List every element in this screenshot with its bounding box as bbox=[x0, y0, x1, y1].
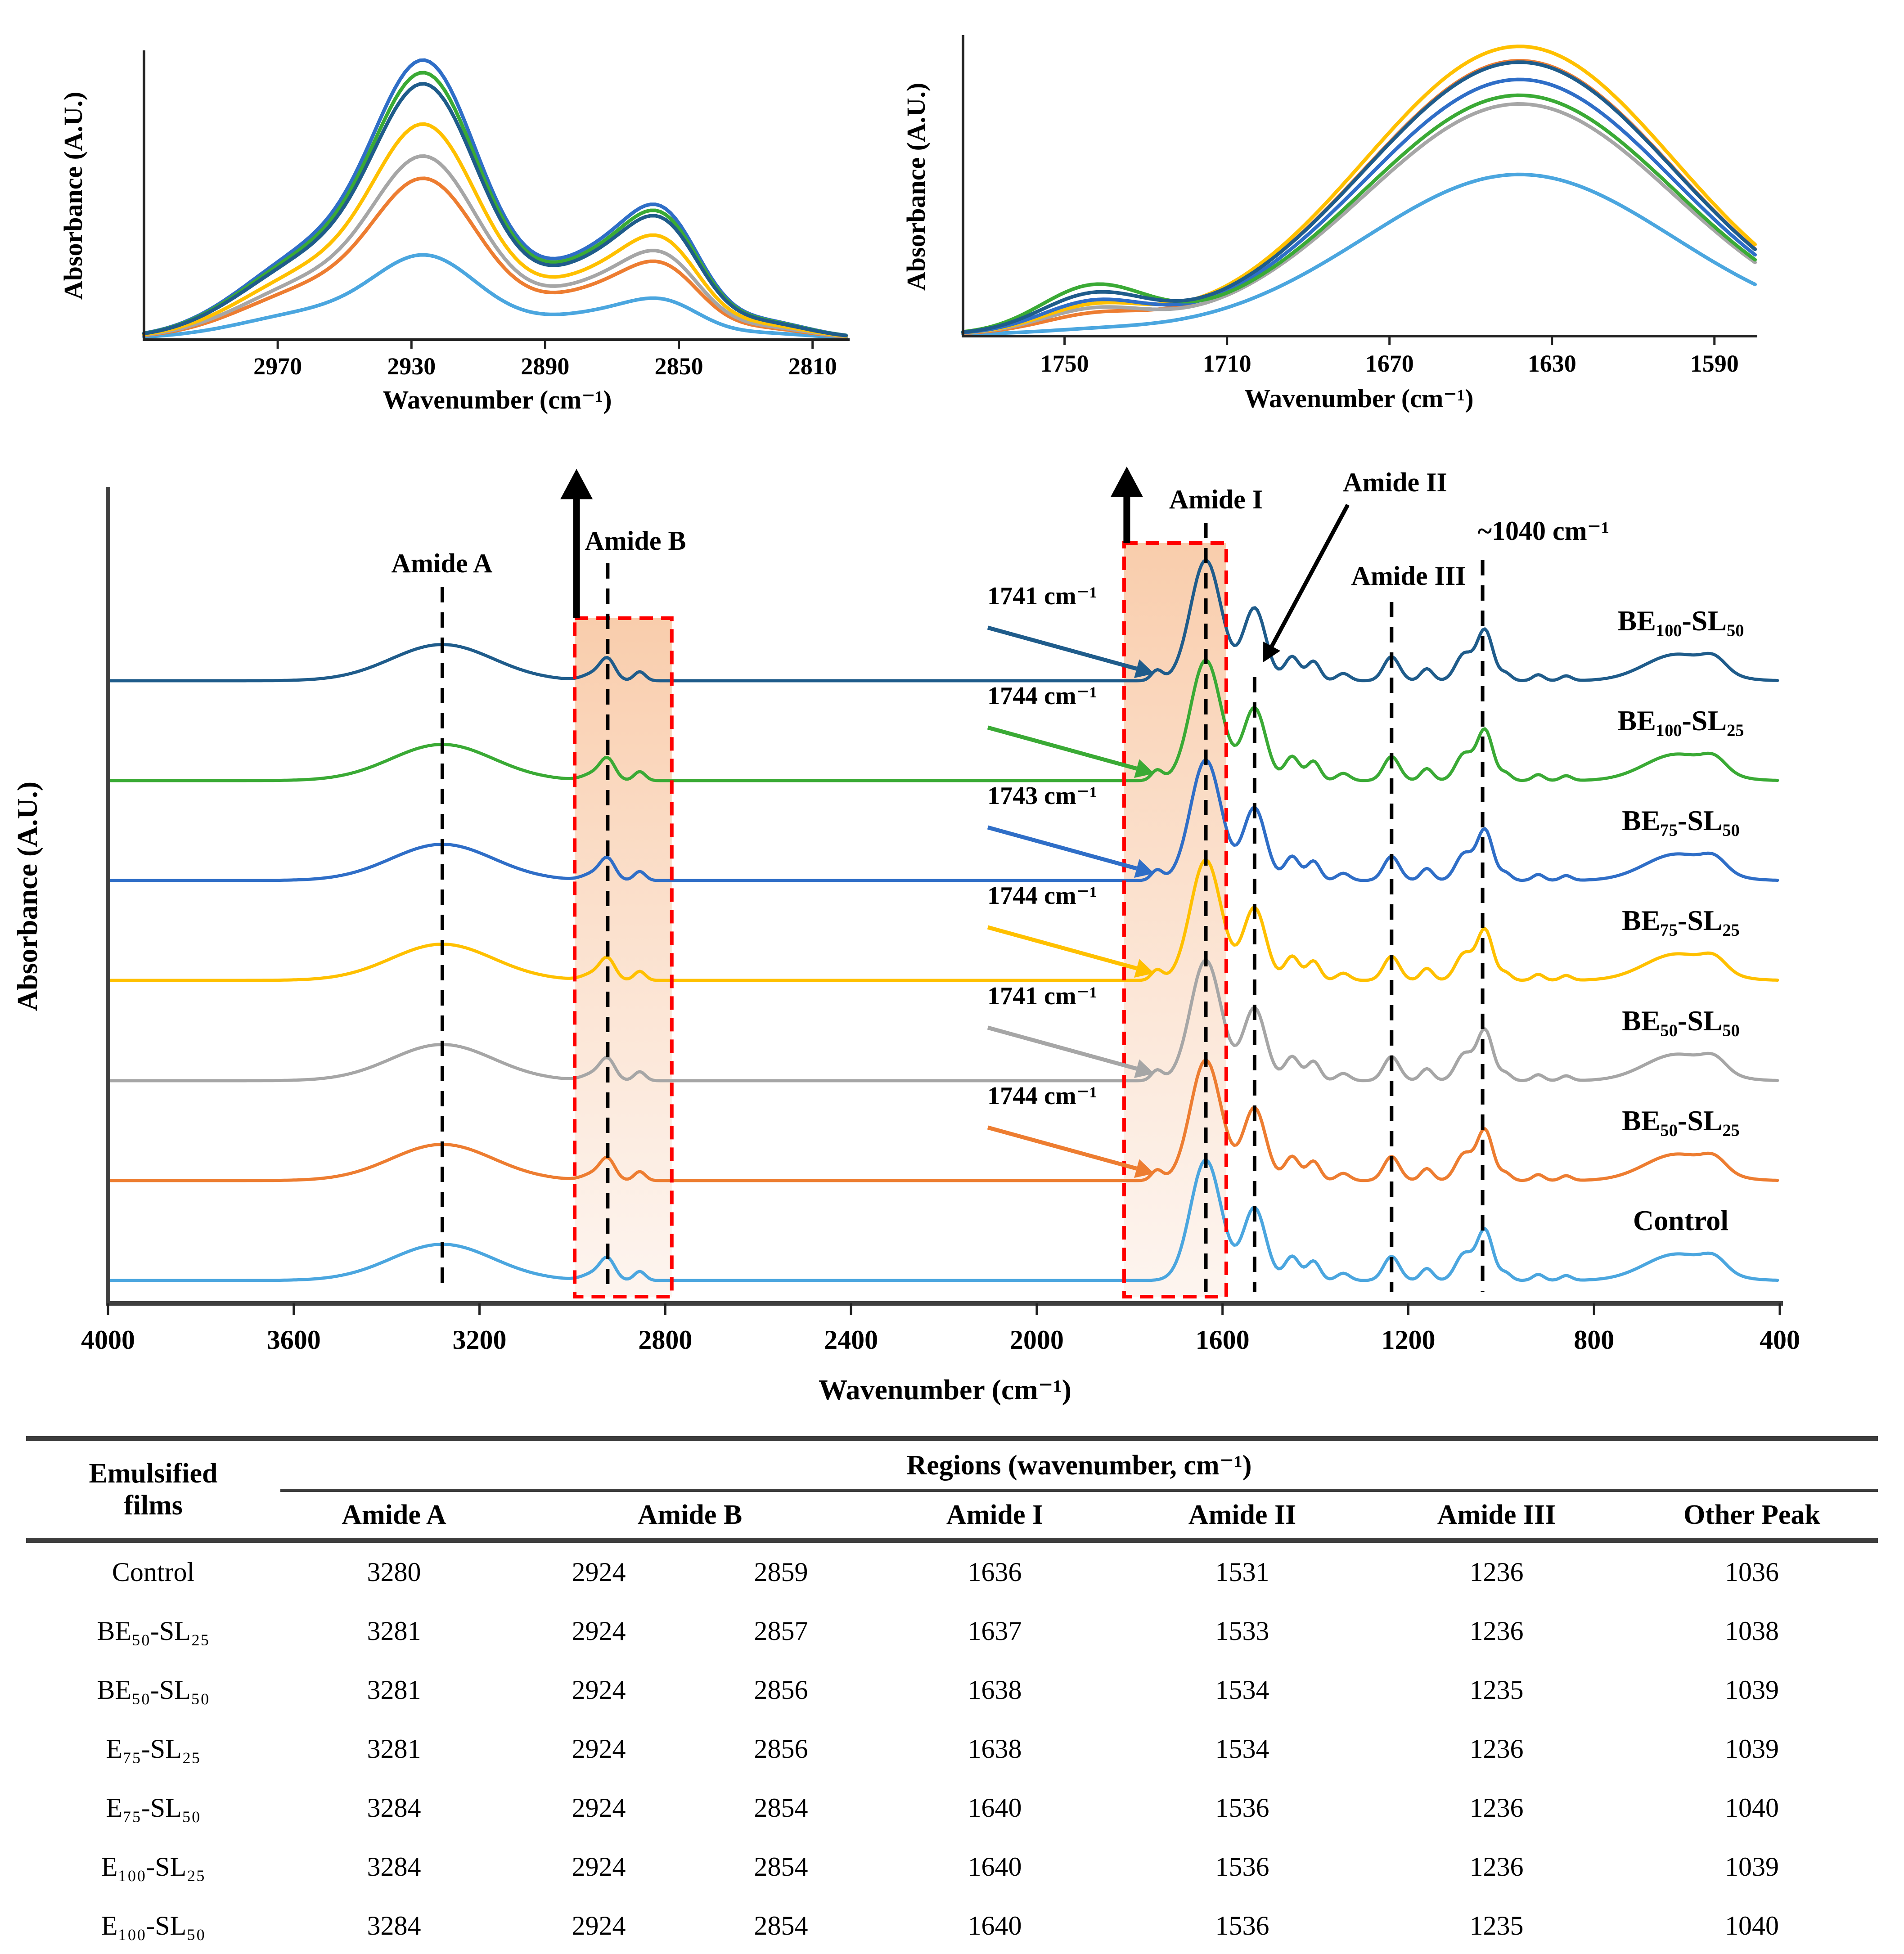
peak-value: 2924 bbox=[572, 1734, 626, 1764]
col-header-films-line1: Emulsified bbox=[89, 1458, 218, 1489]
spectrum-curve bbox=[963, 46, 1755, 332]
arrow-shaft bbox=[1272, 505, 1348, 646]
peak-value: 1536 bbox=[1215, 1911, 1269, 1941]
series-label: BE₅₀-SL₂₅ bbox=[1622, 1105, 1740, 1136]
ester-peak-label: 1743 cm⁻¹ bbox=[987, 782, 1097, 810]
arrow-shaft bbox=[988, 1127, 1137, 1168]
peak-value: 1536 bbox=[1215, 1852, 1269, 1882]
arrow-shaft bbox=[988, 1028, 1137, 1069]
series-label: BE₁₀₀-SL₂₅ bbox=[1617, 705, 1744, 737]
peak-value: 2854 bbox=[754, 1852, 808, 1882]
x-tick-label: 2810 bbox=[788, 353, 837, 380]
peak-value: 2924 bbox=[572, 1616, 626, 1646]
x-axis-label: Wavenumber (cm⁻¹) bbox=[383, 385, 612, 414]
peak-value: 1235 bbox=[1469, 1675, 1524, 1705]
y-axis-label: Absorbance (A.U.) bbox=[901, 82, 931, 291]
table-row bbox=[26, 1541, 1878, 1602]
x-tick-label: 2850 bbox=[654, 353, 703, 380]
annotation-1040: ~1040 cm⁻¹ bbox=[1477, 516, 1610, 546]
peak-value: 1637 bbox=[968, 1616, 1022, 1646]
peak-value: 3281 bbox=[367, 1734, 421, 1764]
ester-peak-label: 1741 cm⁻¹ bbox=[987, 582, 1097, 610]
col-header-amide-i: Amide I bbox=[872, 1491, 1117, 1541]
series-label: BE₁₀₀-SL₅₀ bbox=[1617, 605, 1744, 637]
spectra-curves bbox=[110, 560, 1778, 1280]
series-label: BE₇₅-SL₅₀ bbox=[1622, 804, 1740, 836]
ester-peak-label: 1741 cm⁻¹ bbox=[987, 982, 1097, 1010]
annotation-amide-i: Amide I bbox=[1169, 485, 1263, 514]
x-tick-label: 1710 bbox=[1202, 350, 1251, 377]
table-row bbox=[26, 1837, 1878, 1896]
x-tick-label: 2800 bbox=[638, 1325, 693, 1355]
ester-peak-label: 1744 cm⁻¹ bbox=[987, 882, 1097, 910]
peak-value: 2924 bbox=[572, 1852, 626, 1882]
peak-value: 1236 bbox=[1469, 1616, 1524, 1646]
peak-value: 1534 bbox=[1215, 1675, 1269, 1705]
peaks-table bbox=[26, 1436, 1878, 1954]
peak-value: 1036 bbox=[1725, 1557, 1779, 1587]
highlight-box-fill bbox=[1124, 543, 1226, 1297]
peak-value: 1236 bbox=[1469, 1793, 1524, 1823]
x-axis-label: Wavenumber (cm⁻¹) bbox=[819, 1374, 1071, 1406]
peak-value: 3284 bbox=[367, 1793, 421, 1823]
spectra-curves bbox=[963, 46, 1755, 334]
x-tick-label: 1670 bbox=[1365, 350, 1414, 377]
peak-value: 1038 bbox=[1725, 1616, 1779, 1646]
peak-value: 1236 bbox=[1469, 1852, 1524, 1882]
chart-amide-I-region bbox=[900, 0, 1904, 427]
spectrum-curve bbox=[110, 560, 1778, 681]
peak-value: 1040 bbox=[1725, 1911, 1779, 1941]
annotation-amide-a: Amide A bbox=[391, 548, 493, 578]
col-header-amide-b: Amide B bbox=[508, 1491, 872, 1541]
col-header-films bbox=[26, 1439, 280, 1541]
peak-value: 1039 bbox=[1725, 1852, 1779, 1882]
y-axis-label: Absorbance (A.U.) bbox=[11, 781, 43, 1011]
x-tick-label: 1200 bbox=[1381, 1325, 1436, 1355]
x-axis-label: Wavenumber (cm⁻¹) bbox=[1244, 384, 1474, 413]
x-tick-label: 3600 bbox=[266, 1325, 321, 1355]
sample-label: E₇₅-SL₂₅ bbox=[106, 1734, 201, 1764]
col-header-regions: Regions (wavenumber, cm⁻¹) bbox=[280, 1439, 1878, 1491]
series-label: BE₅₀-SL₅₀ bbox=[1622, 1005, 1740, 1037]
sample-label: BE₅₀-SL₂₅ bbox=[97, 1616, 210, 1646]
arrow-head bbox=[560, 469, 593, 499]
col-header-amide-a: Amide A bbox=[280, 1491, 508, 1541]
sample-label: BE₅₀-SL₅₀ bbox=[97, 1675, 210, 1705]
peak-value: 3280 bbox=[367, 1557, 421, 1587]
x-tick-label: 2000 bbox=[1009, 1325, 1064, 1355]
x-tick-label: 1750 bbox=[1040, 350, 1089, 377]
peaks-table-wrap bbox=[26, 1436, 1878, 1954]
table-row bbox=[26, 1602, 1878, 1661]
spectrum-curve bbox=[144, 124, 846, 336]
sample-label: E₇₅-SL₅₀ bbox=[106, 1793, 201, 1823]
peak-value: 1039 bbox=[1725, 1734, 1779, 1764]
peak-value: 2856 bbox=[754, 1675, 808, 1705]
arrow-head bbox=[1111, 467, 1143, 497]
peak-value: 1533 bbox=[1215, 1616, 1269, 1646]
x-tick-label: 1630 bbox=[1527, 350, 1576, 377]
peak-value: 1640 bbox=[968, 1852, 1022, 1882]
peak-value: 2856 bbox=[754, 1734, 808, 1764]
peak-value: 2854 bbox=[754, 1911, 808, 1941]
peak-value: 3281 bbox=[367, 1675, 421, 1705]
x-tick-label: 1600 bbox=[1195, 1325, 1250, 1355]
peak-value: 1236 bbox=[1469, 1734, 1524, 1764]
y-axis-label: Absorbance (A.U.) bbox=[59, 91, 88, 300]
table-row bbox=[26, 1661, 1878, 1720]
peak-value: 1636 bbox=[968, 1557, 1022, 1587]
x-tick-label: 2970 bbox=[253, 353, 302, 380]
chart-full-spectrum bbox=[0, 427, 1904, 1431]
x-tick-label: 800 bbox=[1574, 1325, 1615, 1355]
peak-value: 1531 bbox=[1215, 1557, 1269, 1587]
annotation-amide-iii: Amide III bbox=[1351, 561, 1466, 591]
spectra-curves bbox=[144, 60, 846, 337]
x-tick-label: 4000 bbox=[81, 1325, 135, 1355]
peak-value: 2859 bbox=[754, 1557, 808, 1587]
peak-value: 1640 bbox=[968, 1793, 1022, 1823]
arrow-shaft bbox=[988, 728, 1137, 768]
peak-value: 1638 bbox=[968, 1734, 1022, 1764]
peak-value: 3284 bbox=[367, 1852, 421, 1882]
peak-value: 1039 bbox=[1725, 1675, 1779, 1705]
peak-value: 2924 bbox=[572, 1675, 626, 1705]
series-label: BE₇₅-SL₂₅ bbox=[1622, 904, 1740, 936]
peak-value: 1536 bbox=[1215, 1793, 1269, 1823]
x-tick-label: 2400 bbox=[824, 1325, 878, 1355]
x-tick-label: 2930 bbox=[387, 353, 436, 380]
peak-value: 1235 bbox=[1469, 1911, 1524, 1941]
peak-value: 3281 bbox=[367, 1616, 421, 1646]
x-tick-label: 400 bbox=[1760, 1325, 1800, 1355]
annotation-amide-b: Amide B bbox=[585, 526, 686, 556]
highlight-box-fill bbox=[575, 618, 672, 1297]
peak-value: 1640 bbox=[968, 1911, 1022, 1941]
col-header-films-line2: films bbox=[124, 1490, 183, 1521]
x-tick-label: 1590 bbox=[1690, 350, 1739, 377]
peak-value: 3284 bbox=[367, 1911, 421, 1941]
peak-value: 2924 bbox=[572, 1911, 626, 1941]
arrow-shaft bbox=[988, 827, 1137, 868]
peak-value: 2924 bbox=[572, 1793, 626, 1823]
chart-ch-stretch-region bbox=[0, 0, 900, 427]
spectrum-curve bbox=[963, 104, 1755, 333]
table-row bbox=[26, 1720, 1878, 1779]
ester-peak-label: 1744 cm⁻¹ bbox=[987, 1082, 1097, 1110]
arrow-shaft bbox=[988, 927, 1137, 968]
peak-value: 1534 bbox=[1215, 1734, 1269, 1764]
arrow-shaft bbox=[988, 628, 1137, 669]
peak-value: 2857 bbox=[754, 1616, 808, 1646]
col-header-amide-iii: Amide III bbox=[1367, 1491, 1626, 1541]
peak-value: 1236 bbox=[1469, 1557, 1524, 1587]
peak-value: 2924 bbox=[572, 1557, 626, 1587]
peak-value: 2854 bbox=[754, 1793, 808, 1823]
table-row bbox=[26, 1896, 1878, 1954]
annotation-arrows bbox=[560, 467, 1348, 1178]
series-label: Control bbox=[1633, 1204, 1729, 1236]
x-tick-label: 3200 bbox=[452, 1325, 507, 1355]
peak-value: 1638 bbox=[968, 1675, 1022, 1705]
peak-value: 1040 bbox=[1725, 1793, 1779, 1823]
table-row bbox=[26, 1779, 1878, 1837]
ester-peak-label: 1744 cm⁻¹ bbox=[987, 682, 1097, 710]
sample-label: E₁₀₀-SL₂₅ bbox=[101, 1852, 206, 1882]
col-header-other-peak: Other Peak bbox=[1626, 1491, 1878, 1541]
annotation-amide-ii: Amide II bbox=[1343, 467, 1447, 497]
col-header-amide-ii: Amide II bbox=[1117, 1491, 1367, 1541]
x-tick-label: 2890 bbox=[521, 353, 570, 380]
sample-label: Control bbox=[112, 1557, 195, 1587]
sample-label: E₁₀₀-SL₅₀ bbox=[101, 1911, 206, 1941]
